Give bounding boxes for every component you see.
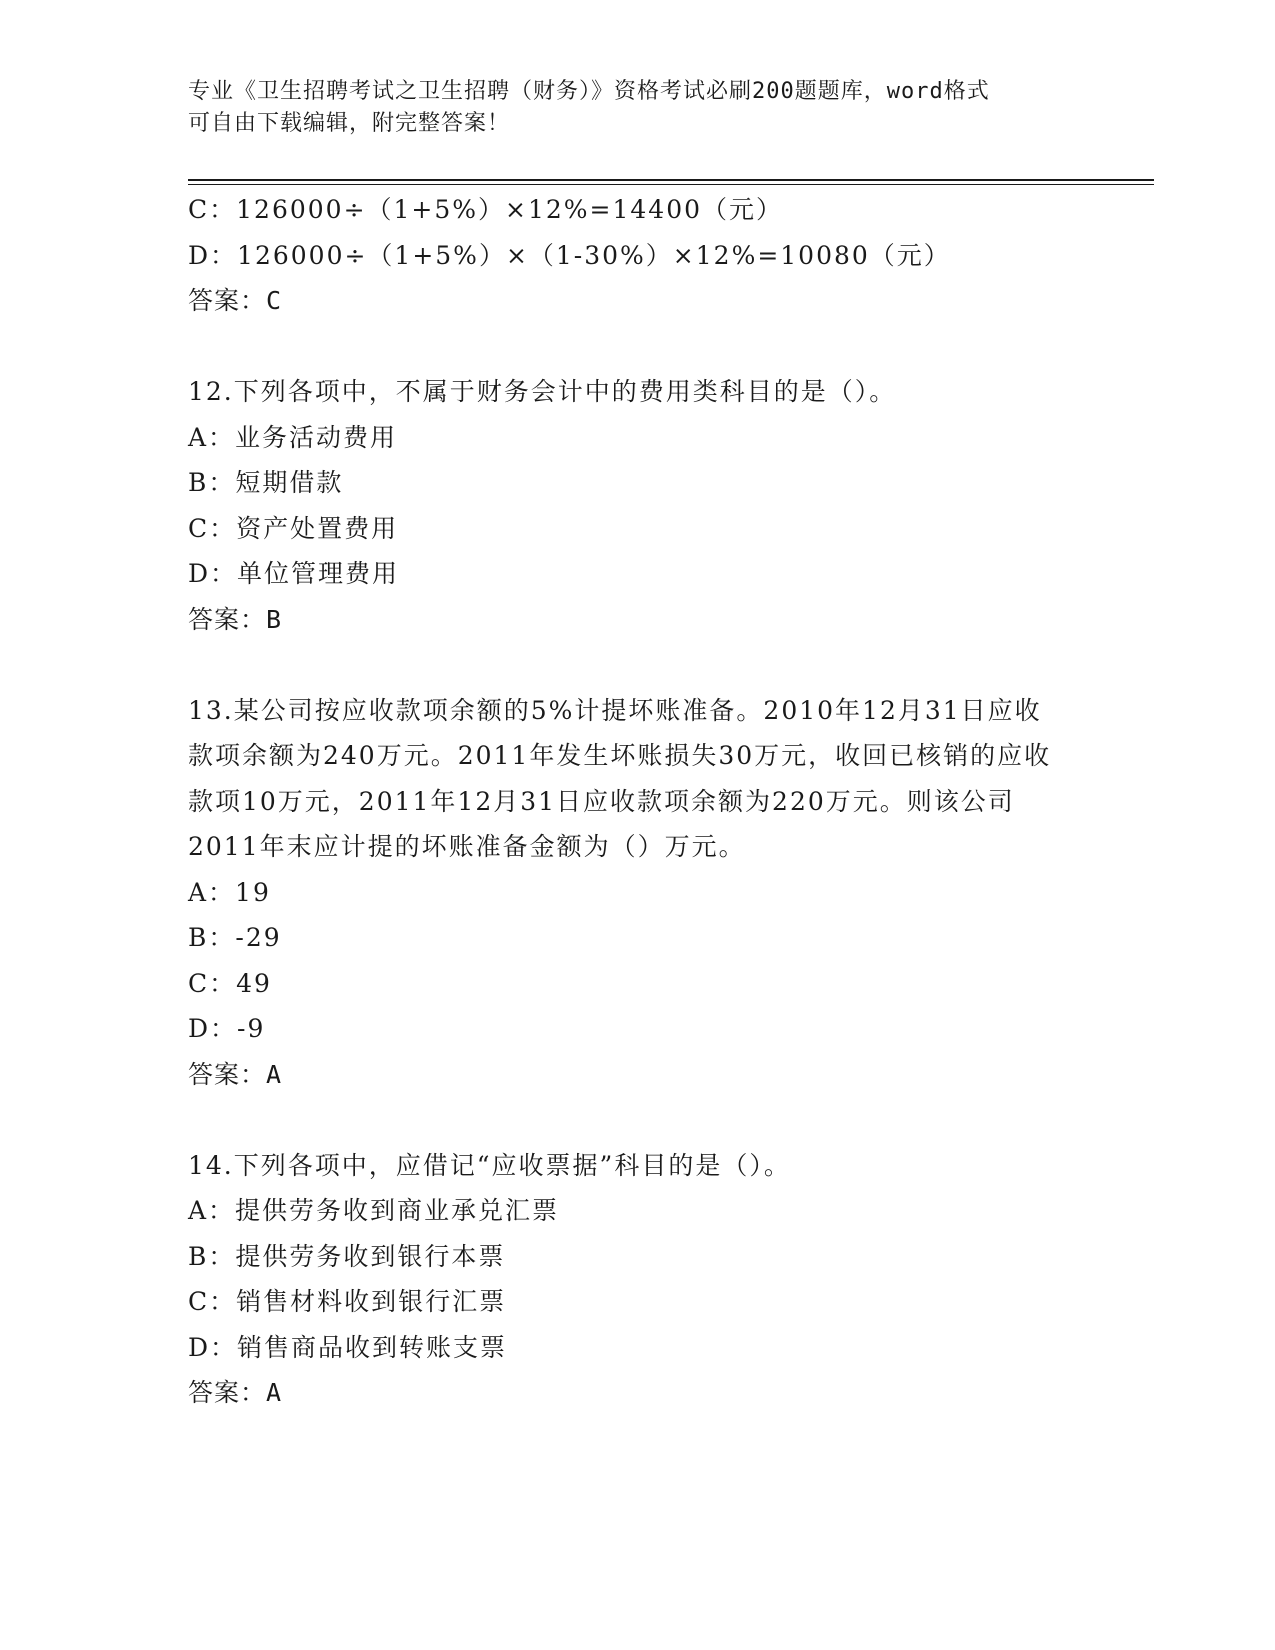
option-d: D：单位管理费用 (188, 559, 400, 588)
question-13 (188, 688, 1088, 1098)
spacer (188, 1097, 1088, 1143)
answer: 答案：A (188, 1378, 283, 1407)
question-14 (188, 1143, 1088, 1416)
option-d: D：126000÷（1+5%）×（1-30%）×12%=10080（元） (188, 240, 951, 270)
option-b: B：提供劳务收到银行本票 (188, 1241, 506, 1271)
option-d: D：销售商品收到转账支票 (188, 1332, 508, 1362)
spacer (188, 642, 1088, 688)
header-divider-thin (188, 184, 1154, 185)
option-c: C：资产处置费用 (188, 513, 399, 543)
option-c: C：销售材料收到银行汇票 (188, 1287, 507, 1316)
spacer (188, 324, 1088, 370)
question-12 (188, 369, 1088, 642)
question-11-partial (188, 187, 1088, 324)
option-d: D：-9 (188, 1014, 266, 1043)
header-line-1: 专业《卫生招聘考试之卫生招聘（财务）》资格考试必刷200题题库，word格式 (188, 79, 990, 104)
question-text: 14.下列各项中，应借记“应收票据”科目的是（）。 (188, 1150, 791, 1180)
document-body (188, 187, 1088, 1416)
option-b: B：短期借款 (188, 468, 344, 497)
header-line-2: 可自由下载编辑，附完整答案！ (188, 111, 511, 136)
option-a: A：19 (188, 877, 271, 907)
option-c: C：49 (188, 968, 272, 998)
option-a: A：提供劳务收到商业承兑汇票 (188, 1196, 560, 1225)
answer: 答案：B (188, 604, 283, 634)
header-divider-thick (188, 179, 1154, 181)
option-b: B：-29 (188, 923, 282, 952)
question-text: 13.某公司按应收款项余额的5%计提坏账准备。2010年12月31日应收款项余额为240万元。2011年发生坏账损失30万元，收回已核销的应收款项10万元，2011年12月31日应收款项余额为220万元。则该公司2011年末应计提的坏账准备金额为（）万元。 (188, 695, 1052, 861)
question-text: 12.下列各项中，不属于财务会计中的费用类科目的是（）。 (188, 377, 897, 406)
answer: 答案：C (188, 286, 283, 315)
answer: 答案：A (188, 1059, 283, 1089)
option-a: A：业务活动费用 (188, 422, 398, 452)
option-c: C：126000÷（1+5%）×12%=14400（元） (188, 195, 784, 224)
document-header (188, 76, 1088, 140)
